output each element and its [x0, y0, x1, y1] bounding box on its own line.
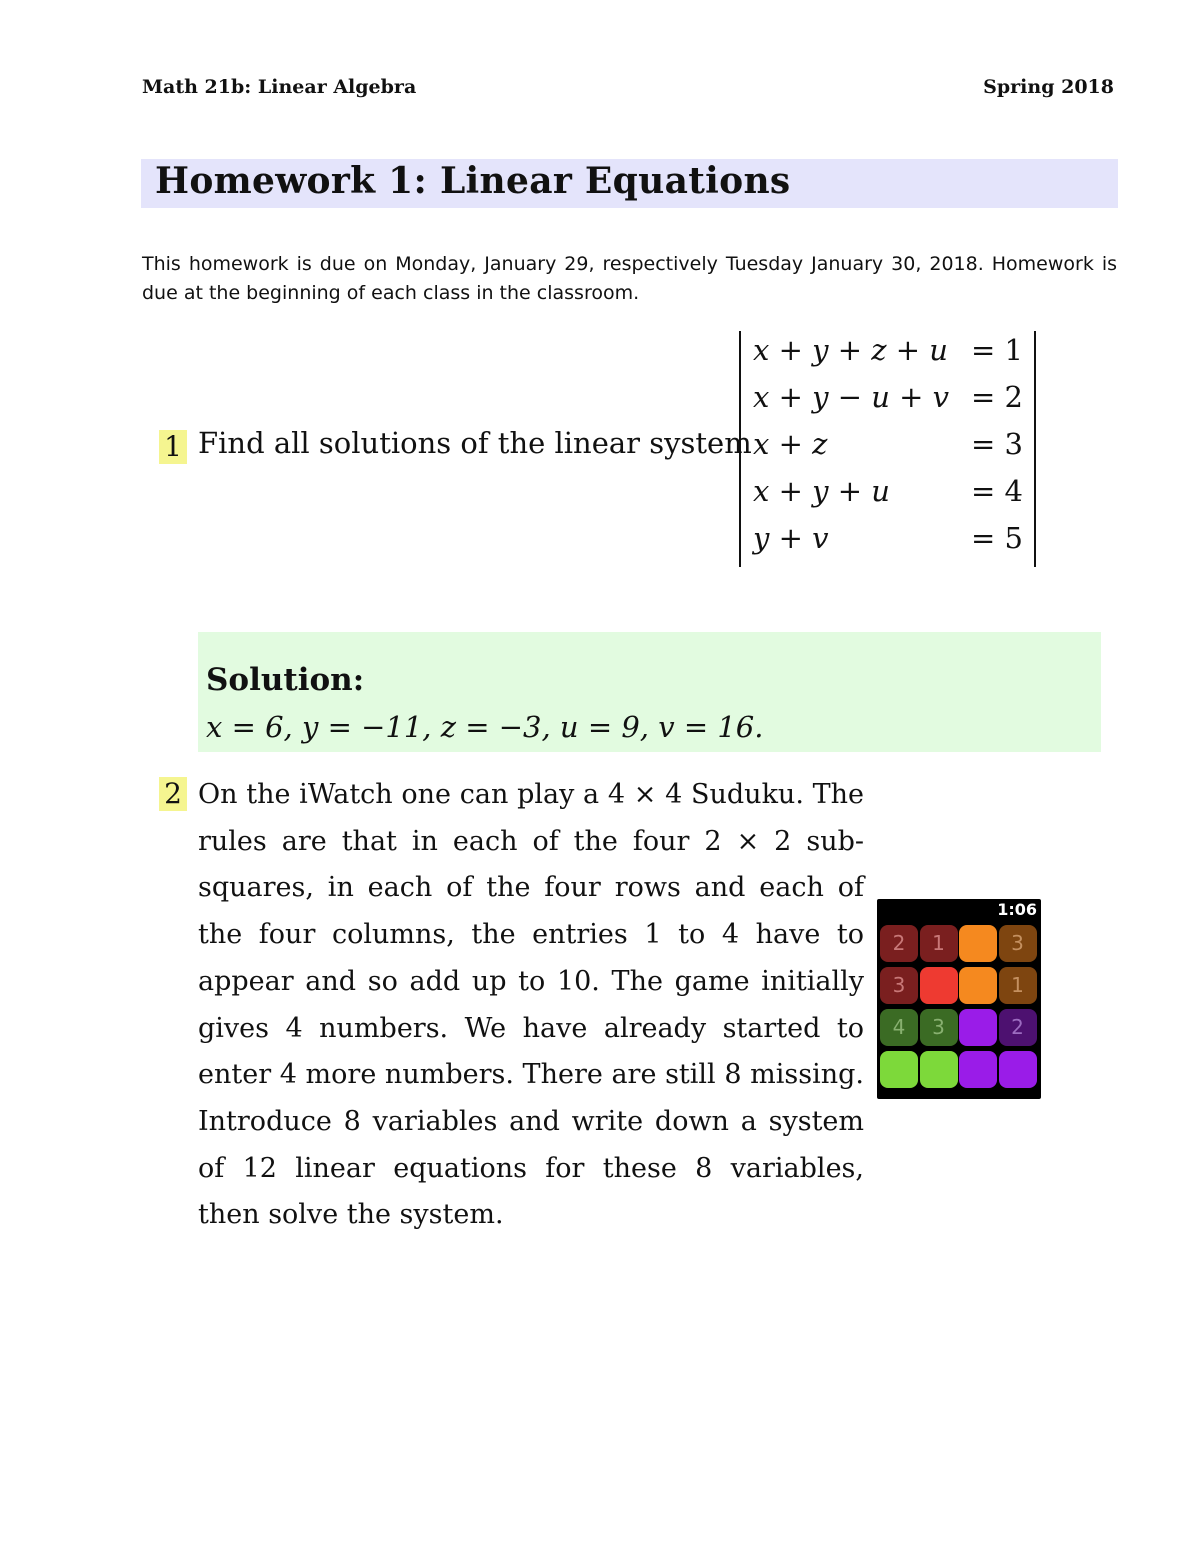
sudoku-cell[interactable]: 1 [920, 925, 958, 962]
equation-rhs: = 3 [971, 427, 1023, 461]
sudoku-cell[interactable]: 3 [880, 967, 918, 1004]
course-title: Math 21b: Linear Algebra [142, 76, 417, 98]
equation-rhs: = 1 [971, 333, 1023, 367]
sudoku-cell[interactable]: 2 [999, 1009, 1037, 1046]
sudoku-cell[interactable] [959, 967, 997, 1004]
solution-box [198, 632, 1101, 752]
problem-number-2: 2 [159, 777, 187, 811]
sudoku-cell[interactable]: 3 [920, 1009, 958, 1046]
solution-label: Solution: [206, 662, 365, 698]
page-header [142, 74, 1114, 106]
watch-time: 1:06 [997, 900, 1037, 919]
sudoku-cell[interactable] [959, 1009, 997, 1046]
sudoku-cell[interactable] [999, 1051, 1037, 1088]
problem-2-text: On the iWatch one can play a 4 × 4 Suduku. The rules are that in each of the four 2 × 2 sub-squares, in each of the four rows and each of the four columns, the entries 1 to 4 have to appear and so add up to 10. The game initially gives 4 numbers. We have already started to enter 4 more numbers. There are still 8 missing. Introduce 8 variables and write down a system of 12 linear equations for these 8 variables, then solve the system. [198, 779, 864, 1231]
equation-lhs: x + y + z + u [753, 333, 948, 367]
sudoku-cell[interactable]: 3 [999, 925, 1037, 962]
equation-rhs: = 2 [971, 380, 1023, 414]
sudoku-cell[interactable]: 4 [880, 1009, 918, 1046]
sudoku-cell[interactable] [959, 925, 997, 962]
equation-lhs: x + y + u [753, 474, 890, 508]
linear-system [739, 331, 1036, 567]
equation-lhs: y + v [753, 521, 829, 555]
problem-1-text: Find all solutions of the linear system [198, 426, 752, 460]
sudoku-cell[interactable] [920, 967, 958, 1004]
equation-lhs: x + z [753, 427, 828, 461]
sudoku-cell[interactable] [959, 1051, 997, 1088]
intro-paragraph: This homework is due on Monday, January 29, respectively Tuesday January 30, 2018. Homework is due at the beginning of each class in the classroom. [142, 253, 1117, 304]
sudoku-cell[interactable]: 2 [880, 925, 918, 962]
title-banner [141, 159, 1118, 208]
equation-rhs: = 5 [971, 521, 1023, 555]
sudoku-cell[interactable] [880, 1051, 918, 1088]
equation-rhs: = 4 [971, 474, 1023, 508]
equation-lhs: x + y − u + v [753, 380, 950, 414]
term-label: Spring 2018 [983, 76, 1114, 98]
problem-number-1: 1 [159, 430, 187, 464]
iwatch-sudoku-image [877, 899, 1041, 1099]
sudoku-cell[interactable] [920, 1051, 958, 1088]
page-title: Homework 1: Linear Equations [155, 160, 791, 202]
solution-answer: x = 6, y = −11, z = −3, u = 9, v = 16. [206, 710, 764, 744]
sudoku-cell[interactable]: 1 [999, 967, 1037, 1004]
